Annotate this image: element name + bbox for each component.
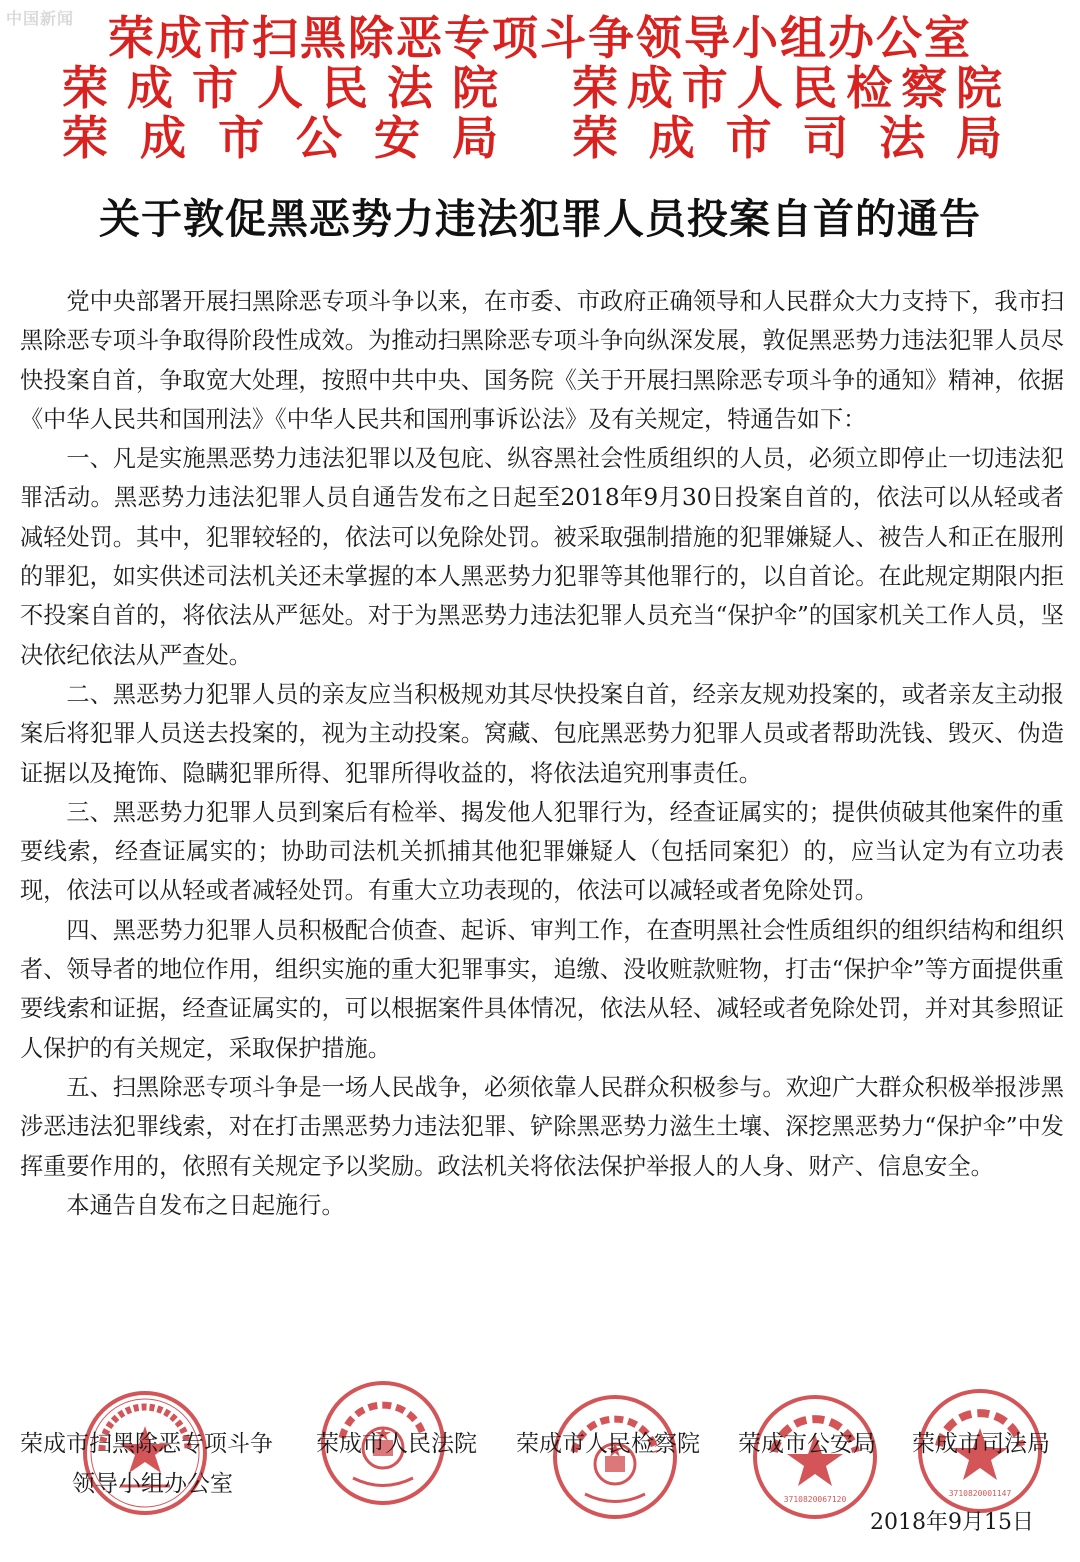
signature-leadership-office [20, 1424, 300, 1504]
header-issuer-1: 荣成市扫黑除恶专项斗争领导小组办公室 [108, 11, 972, 65]
notice-title: 关于敦促黑恶势力违法犯罪人员投案自首的通告 [99, 195, 981, 243]
signature-block [20, 1424, 1064, 1514]
paragraph-intro: 党中央部署开展扫黑除恶专项斗争以来，在市委、市政府正确领导和人民群众大力支持下，我市扫黑除恶专项斗争取得阶段性成效。为推动扫黑除恶专项斗争向纵深发展，敦促黑恶势力违法犯罪人员尽快投案自首，争取宽大处理，按照中共中央、国务院《关于开展扫黑除恶专项斗争的通知》精神，依据《中华人民共和国刑法》《中华人民共和国刑事诉讼法》及有关规定，特通告如下： [20, 288, 1064, 433]
signature-procuratorate: 荣成市人民检察院 [516, 1431, 700, 1457]
signature-justice: 荣成市司法局 [912, 1431, 1050, 1457]
svg-text:3710820001147: 3710820001147 [948, 1489, 1012, 1498]
svg-text:3710820067120: 3710820067120 [783, 1495, 847, 1504]
paragraph-3: 三、黑恶势力犯罪人员到案后有检举、揭发他人犯罪行为，经查证属实的；提供侦破其他案件的重要线索，经查证属实的；协助司法机关抓捕其他犯罪嫌疑人（包括同案犯）的，应当认定为有立功表现，依法可以从轻或者减轻处罚。有重大立功表现的，依法可以减轻或者免除处罚。 [20, 798, 1064, 905]
header-issuer-police: 荣成市公安局 [62, 111, 498, 165]
header-issuer-procuratorate: 荣成市人民检察院 [572, 61, 1002, 115]
paragraph-effective: 本通告自发布之日起施行。 [66, 1191, 345, 1219]
signature-police: 荣成市公安局 [738, 1431, 876, 1457]
notice-body [20, 282, 1064, 1225]
signature-leadership-office-line2: 领导小组办公室 [72, 1471, 233, 1497]
watermark: 中国新闻 [6, 11, 75, 28]
signature-leadership-office-line1: 荣成市扫黑除恶专项斗争 [20, 1431, 273, 1457]
signature-court: 荣成市人民法院 [316, 1431, 477, 1457]
header-issuer-justice: 荣成市司法局 [572, 111, 1002, 165]
header-issuer-court: 荣成市人民法院 [62, 61, 498, 115]
issue-date: 2018年9月15日 [870, 1510, 1034, 1535]
paragraph-1: 一、凡是实施黑恶势力违法犯罪以及包庇、纵容黑社会性质组织的人员，必须立即停止一切违法犯罪活动。黑恶势力违法犯罪人员自通告发布之日起至2018年9月30日投案自首的，依法可以从轻或者减轻处罚。其中，犯罪较轻的，依法可以免除处罚。被采取强制措施的犯罪嫌疑人、被告人和正在服刑的罪犯，如实供述司法机关还未掌握的本人黑恶势力犯罪等其他罪行的，以自首论。在此规定期限内拒不投案自首的，将依法从严惩处。对于为黑恶势力违法犯罪人员充当“保护伞”的国家机关工作人员，坚决依纪依法从严查处。 [20, 445, 1064, 669]
paragraph-2: 二、黑恶势力犯罪人员的亲友应当积极规劝其尽快投案自首，经亲友规劝投案的，或者亲友主动报案后将犯罪人员送去投案的，视为主动投案。窝藏、包庇黑恶势力犯罪人员或者帮助洗钱、毁灭、伪造证据以及掩饰、隐瞒犯罪所得、犯罪所得收益的，将依法追究刑事责任。 [20, 680, 1064, 787]
paragraph-5: 五、扫黑除恶专项斗争是一场人民战争，必须依靠人民群众积极参与。欢迎广大群众积极举报涉黑涉恶违法犯罪线索，对在打击黑恶势力违法犯罪、铲除黑恶势力滋生土壤、深挖黑恶势力“保护伞”中发挥重要作用的，依照有关规定予以奖励。政法机关将依法保护举报人的人身、财产、信息安全。 [20, 1073, 1064, 1180]
paragraph-4: 四、黑恶势力犯罪人员积极配合侦查、起诉、审判工作，在查明黑社会性质组织的组织结构和组织者、领导者的地位作用，组织实施的重大犯罪事实，追缴、没收赃款赃物，打击“保护伞”等方面提供重要线索和证据，经查证属实的，可以根据案件具体情况，依法从轻、减轻或者免除处罚，并对其参照证人保护的有关规定，采取保护措施。 [20, 916, 1064, 1062]
